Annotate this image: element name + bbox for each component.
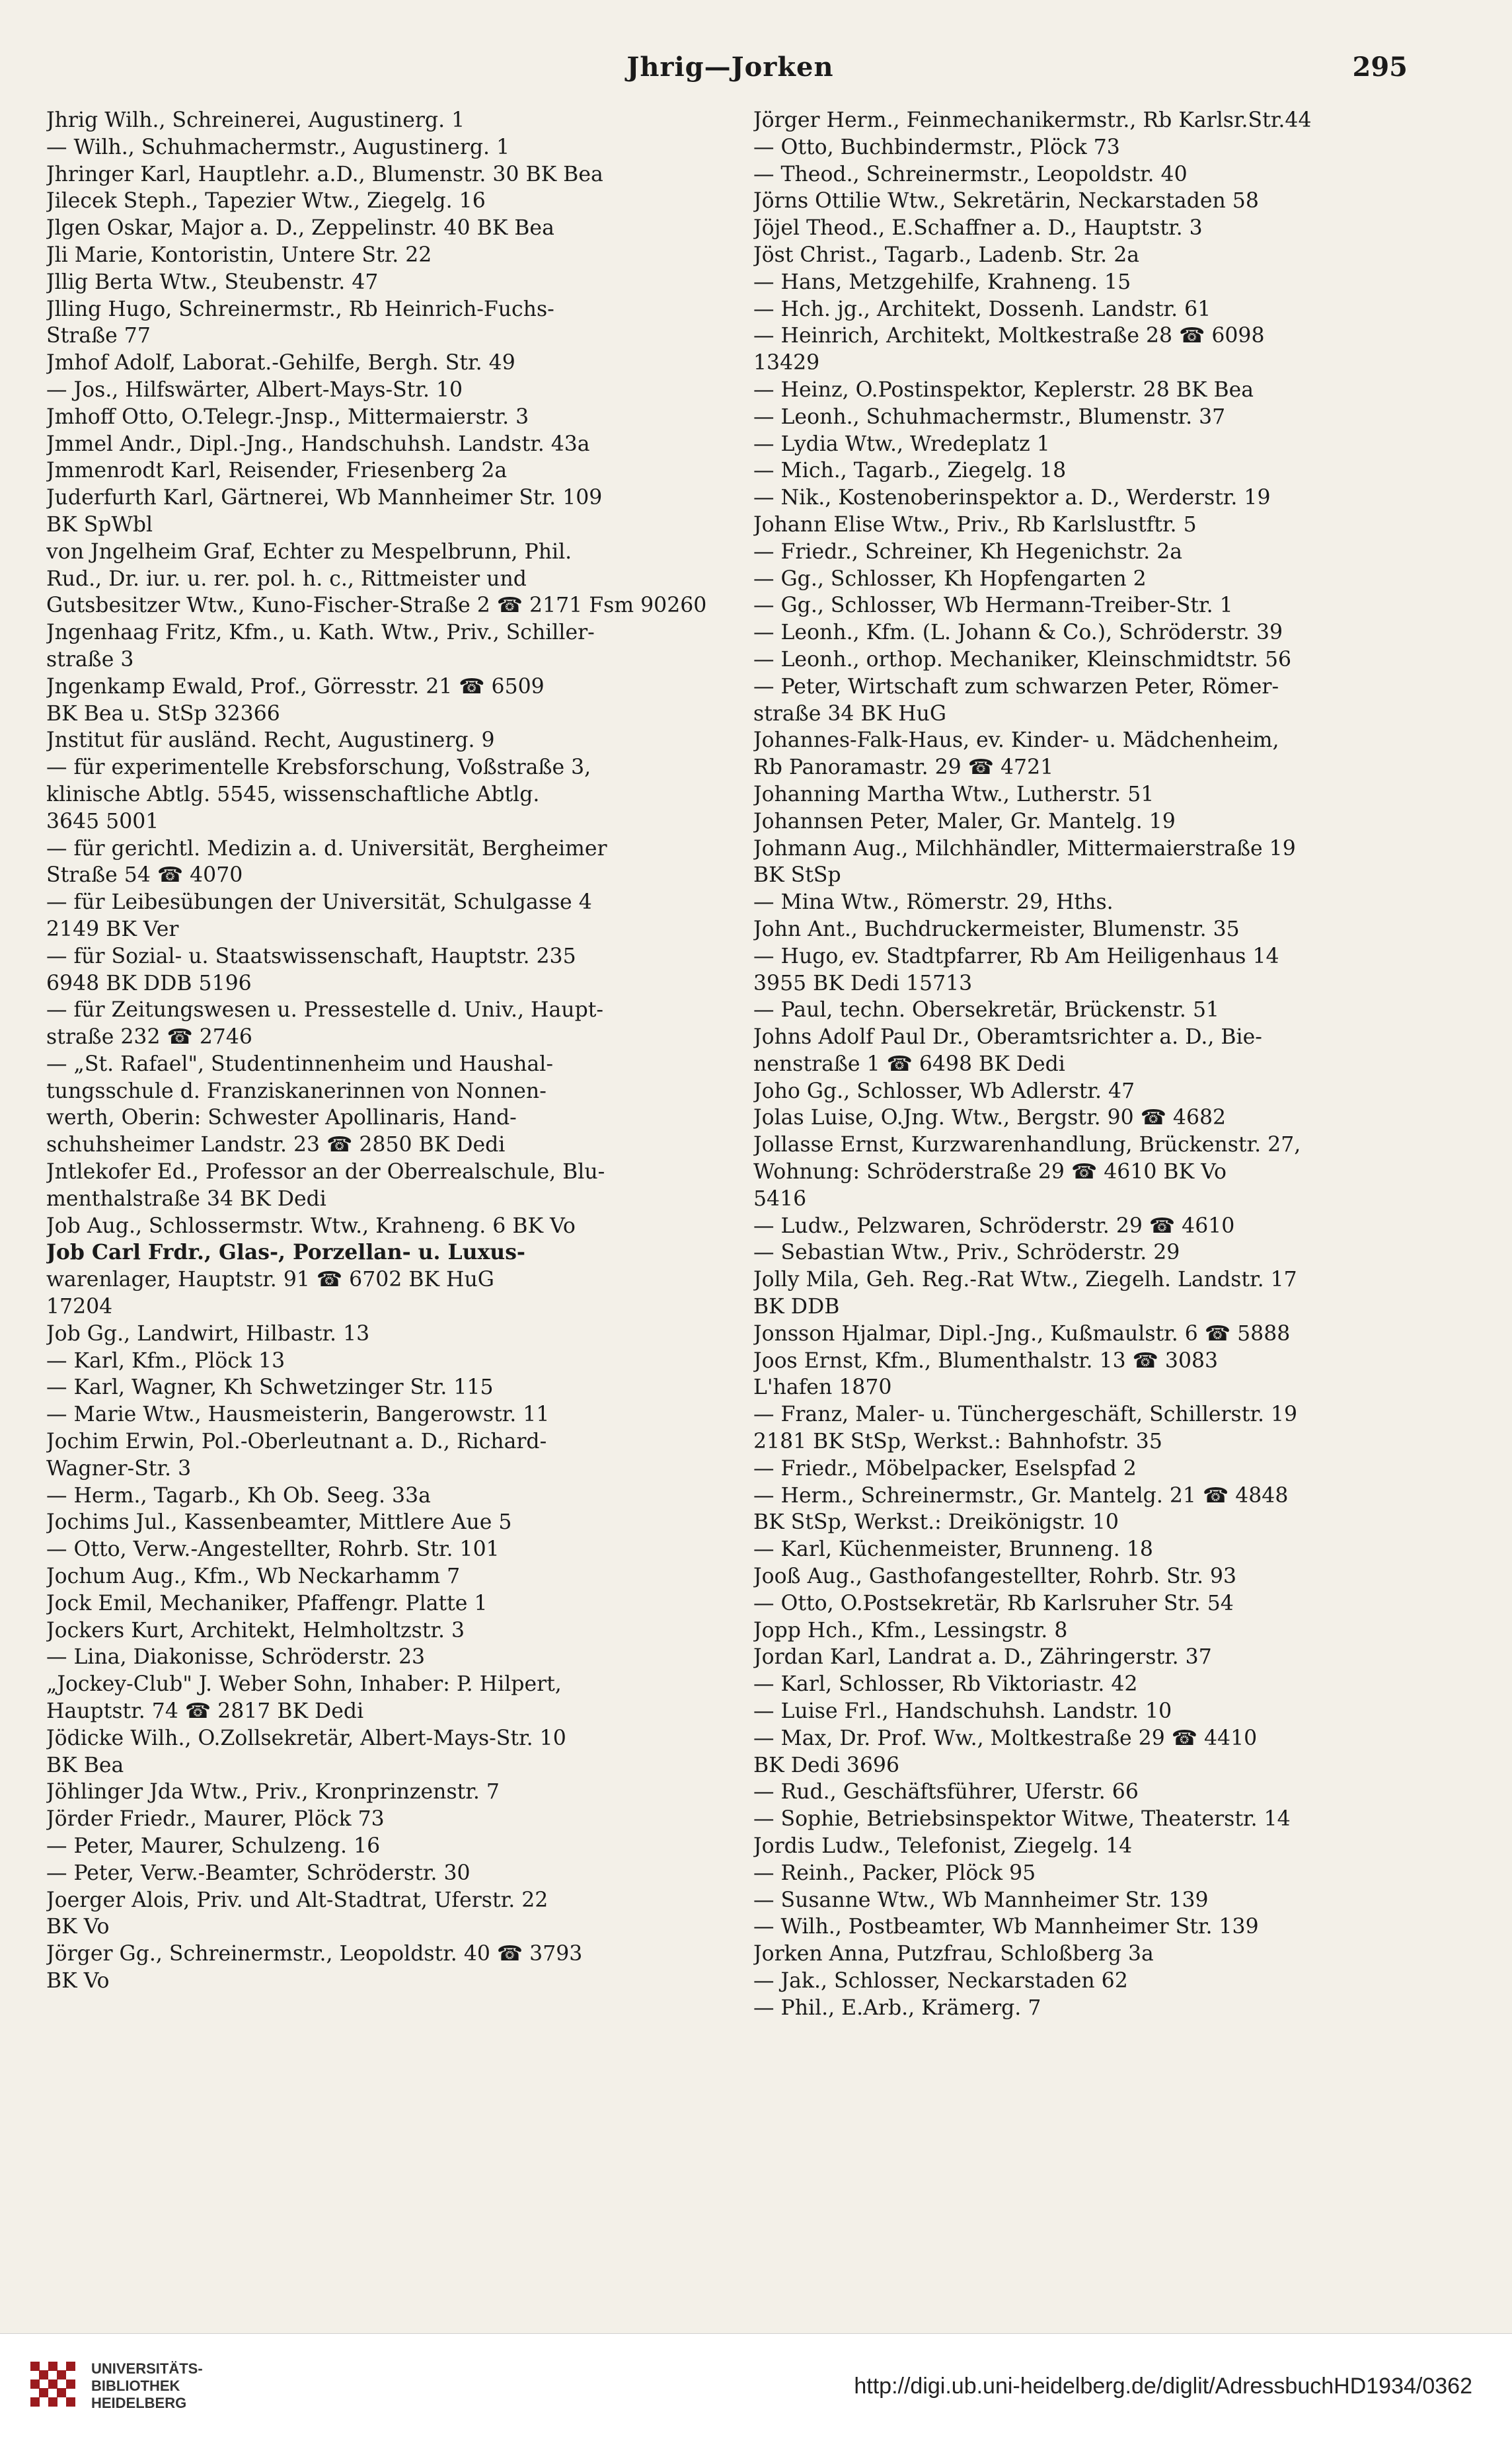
directory-entry: Johannsen Peter, Maler, Gr. Mantelg. 19 xyxy=(753,809,1176,833)
directory-entry: Jörns Ottilie Wtw., Sekretärin, Neckarstaden 58 xyxy=(753,189,1259,213)
directory-entry: BK StSp, Werkst.: Dreikönigstr. 10 xyxy=(753,1510,1119,1535)
directory-entry: — Sophie, Betriebsinspektor Witwe, Theaterstr. 14 xyxy=(753,1807,1291,1832)
directory-entry: Job Gg., Landwirt, Hilbastr. 13 xyxy=(46,1321,370,1346)
directory-entry: — für experimentelle Krebsforschung, Voßstraße 3, xyxy=(46,755,591,780)
library-name-line: UNIVERSITÄTS- xyxy=(91,2360,203,2377)
directory-entry: Jngenhaag Fritz, Kfm., u. Kath. Wtw., Priv., Schiller- xyxy=(46,621,595,645)
directory-entry: 2149 BK Ver xyxy=(46,917,179,941)
directory-entry: — Gg., Schlosser, Wb Hermann-Treiber-Str. 1 xyxy=(753,594,1233,618)
page-number: 295 xyxy=(1352,52,1408,83)
directory-entry: BK Vo xyxy=(46,1915,110,1939)
directory-entry: — Leonh., orthop. Mechaniker, Kleinschmidtstr. 56 xyxy=(753,647,1292,672)
directory-entry: John Ant., Buchdruckermeister, Blumenstr. 35 xyxy=(753,917,1240,941)
directory-entry: — Otto, Buchbindermstr., Plöck 73 xyxy=(753,135,1120,159)
directory-entry: 5416 xyxy=(753,1186,807,1211)
directory-entry: — „St. Rafael", Studentinnenheim und Haushal- xyxy=(46,1052,553,1076)
directory-entry: BK DDB xyxy=(753,1295,840,1319)
directory-entry: Juderfurth Karl, Gärtnerei, Wb Mannheimer Str. 109 xyxy=(46,486,603,510)
directory-entry: 2181 BK StSp, Werkst.: Bahnhofstr. 35 xyxy=(753,1430,1162,1454)
directory-entry: BK Dedi 3696 xyxy=(753,1753,900,1777)
directory-entry: — Herm., Tagarb., Kh Ob. Seeg. 33a xyxy=(46,1483,431,1508)
directory-entry: 17204 xyxy=(46,1295,113,1319)
directory-entry: — Phil., E.Arb., Krämerg. 7 xyxy=(753,1995,1041,2020)
directory-entry: Jockers Kurt, Architekt, Helmholtzstr. 3 xyxy=(46,1618,465,1643)
directory-entry: — Luise Frl., Handschuhsh. Landstr. 10 xyxy=(753,1699,1172,1724)
directory-entry: L'hafen 1870 xyxy=(753,1375,892,1400)
directory-entry: BK Bea u. StSp 32366 xyxy=(46,701,280,726)
library-name-line: HEIDELBERG xyxy=(91,2395,187,2411)
directory-entry: — Friedr., Möbelpacker, Eselspfad 2 xyxy=(753,1456,1137,1481)
directory-entry: — Peter, Maurer, Schulzeng. 16 xyxy=(46,1834,381,1858)
directory-entry: — Karl, Wagner, Kh Schwetzinger Str. 115 xyxy=(46,1375,494,1400)
directory-entry: — Karl, Küchenmeister, Brunneng. 18 xyxy=(753,1537,1153,1562)
directory-entry: Hauptstr. 74 ☎ 2817 BK Dedi xyxy=(46,1699,364,1724)
directory-entry: Wohnung: Schröderstraße 29 ☎ 4610 BK Vo xyxy=(753,1160,1227,1184)
directory-entry: 6948 BK DDB 5196 xyxy=(46,971,252,995)
directory-entry: Jntlekofer Ed., Professor an der Oberrealschule, Blu- xyxy=(46,1160,605,1184)
directory-entry: Jhringer Karl, Hauptlehr. a.D., Blumenstr. 30 BK Bea xyxy=(46,162,603,186)
source-url-link[interactable]: http://digi.ub.uni-heidelberg.de/diglit/AdressbuchHD1934/0362 xyxy=(854,2374,1472,2399)
directory-entry: Johanning Martha Wtw., Lutherstr. 51 xyxy=(753,782,1154,806)
directory-entry: Jolas Luise, O.Jng. Wtw., Bergstr. 90 ☎ 4682 xyxy=(753,1106,1227,1130)
directory-entry: Jödicke Wilh., O.Zollsekretär, Albert-Mays-Str. 10 xyxy=(46,1726,566,1750)
directory-entry: — Wilh., Schuhmachermstr., Augustinerg. 1 xyxy=(46,135,510,159)
directory-entry: Jilecek Steph., Tapezier Wtw., Ziegelg. 16 xyxy=(46,189,486,213)
directory-entry: BK Bea xyxy=(46,1753,124,1777)
directory-entry: — Heinrich, Architekt, Moltkestraße 28 ☎ 6098 xyxy=(753,324,1265,348)
directory-entry: — Mich., Tagarb., Ziegelg. 18 xyxy=(753,459,1067,483)
page-header xyxy=(53,52,1408,91)
directory-entry: straße 232 ☎ 2746 xyxy=(46,1025,252,1050)
directory-entry: — Wilh., Postbeamter, Wb Mannheimer Str. 139 xyxy=(753,1915,1259,1939)
directory-entry: — Hans, Metzgehilfe, Krahneng. 15 xyxy=(753,270,1131,294)
directory-entry: — Marie Wtw., Hausmeisterin, Bangerowstr. 11 xyxy=(46,1403,550,1427)
directory-entry: Jlgen Oskar, Major a. D., Zeppelinstr. 40 BK Bea xyxy=(46,216,554,241)
directory-entry: Job Aug., Schlossermstr. Wtw., Krahneng. 6 BK Vo xyxy=(46,1214,576,1238)
directory-entry: 3955 BK Dedi 15713 xyxy=(753,971,973,995)
directory-entry: Jordan Karl, Landrat a. D., Zähringerstr. 37 xyxy=(753,1645,1212,1670)
directory-entry: — Susanne Wtw., Wb Mannheimer Str. 139 xyxy=(753,1888,1209,1912)
directory-entry: Johmann Aug., Milchhändler, Mittermaierstraße 19 xyxy=(753,836,1296,861)
directory-entry: Jhrig Wilh., Schreinerei, Augustinerg. 1 xyxy=(46,108,465,132)
left-column xyxy=(46,107,734,1995)
directory-entry: — Hugo, ev. Stadtpfarrer, Rb Am Heiligenhaus 14 xyxy=(753,944,1279,968)
directory-entry: Jochim Erwin, Pol.-Oberleutnant a. D., Richard- xyxy=(46,1430,547,1454)
directory-entry: — Jos., Hilfswärter, Albert-Mays-Str. 10 xyxy=(46,377,463,402)
directory-entry: — für Leibesübungen der Universität, Schulgasse 4 xyxy=(46,890,592,915)
directory-entry: — Heinz, O.Postinspektor, Keplerstr. 28 BK Bea xyxy=(753,377,1254,402)
directory-entry: werth, Oberin: Schwester Apollinaris, Hand- xyxy=(46,1106,517,1130)
directory-entry: — Sebastian Wtw., Priv., Schröderstr. 29 xyxy=(753,1241,1180,1265)
directory-entry: — Hch. jg., Architekt, Dossenh. Landstr. 61 xyxy=(753,297,1211,321)
directory-entry: Jopp Hch., Kfm., Lessingstr. 8 xyxy=(753,1618,1068,1643)
directory-entry: schuhsheimer Landstr. 23 ☎ 2850 BK Dedi xyxy=(46,1133,506,1157)
directory-entry: — Theod., Schreinermstr., Leopoldstr. 40 xyxy=(753,162,1188,186)
directory-entry: Jollasse Ernst, Kurzwarenhandlung, Brückenstr. 27, xyxy=(753,1133,1301,1157)
directory-entry: nenstraße 1 ☎ 6498 BK Dedi xyxy=(753,1052,1065,1076)
directory-entry: Jmmel Andr., Dipl.-Jng., Handschuhsh. Landstr. 43a xyxy=(46,432,590,456)
directory-entry: Jordis Ludw., Telefonist, Ziegelg. 14 xyxy=(753,1834,1133,1858)
directory-entry: 3645 5001 xyxy=(46,809,159,833)
directory-entry: Joos Ernst, Kfm., Blumenthalstr. 13 ☎ 3083 xyxy=(753,1348,1219,1373)
directory-entry: Rud., Dr. iur. u. rer. pol. h. c., Rittmeister und xyxy=(46,566,527,591)
right-column xyxy=(753,107,1434,2022)
directory-entry: Jmmenrodt Karl, Reisender, Friesenberg 2a xyxy=(46,459,508,483)
directory-entry: Straße 77 xyxy=(46,324,151,348)
directory-entry: Jli Marie, Kontoristin, Untere Str. 22 xyxy=(46,243,432,267)
directory-entry: — Jak., Schlosser, Neckarstaden 62 xyxy=(753,1968,1128,1993)
directory-entry: — Gg., Schlosser, Kh Hopfengarten 2 xyxy=(753,566,1147,591)
directory-entry: — Mina Wtw., Römerstr. 29, Hths. xyxy=(753,890,1114,915)
directory-entry: — für Zeitungswesen u. Pressestelle d. Univ., Haupt- xyxy=(46,998,604,1023)
directory-entry: Straße 54 ☎ 4070 xyxy=(46,863,243,888)
directory-entry: Jnstitut für ausländ. Recht, Augustinerg. 9 xyxy=(46,728,495,753)
directory-entry: Johannes-Falk-Haus, ev. Kinder- u. Mädchenheim, xyxy=(753,728,1279,753)
directory-entry: Jllig Berta Wtw., Steubenstr. 47 xyxy=(46,270,379,294)
directory-entry: — Lydia Wtw., Wredeplatz 1 xyxy=(753,432,1050,456)
directory-entry: Jlling Hugo, Schreinermstr., Rb Heinrich-Fuchs- xyxy=(46,297,554,321)
directory-entry: — Herm., Schreinermstr., Gr. Mantelg. 21 ☎ 4848 xyxy=(753,1483,1289,1508)
directory-entry: Jöhlinger Jda Wtw., Priv., Kronprinzenstr. 7 xyxy=(46,1780,500,1804)
directory-entry: — Peter, Verw.-Beamter, Schröderstr. 30 xyxy=(46,1861,471,1885)
directory-entry: BK Vo xyxy=(46,1968,110,1993)
directory-entry: — Paul, techn. Obersekretär, Brückenstr. 51 xyxy=(753,998,1220,1023)
directory-entry: Jöst Christ., Tagarb., Ladenb. Str. 2a xyxy=(753,243,1140,267)
library-name xyxy=(91,2360,203,2412)
directory-entry: — Ludw., Pelzwaren, Schröderstr. 29 ☎ 4610 xyxy=(753,1214,1235,1238)
directory-entry: — Friedr., Schreiner, Kh Hegenichstr. 2a xyxy=(753,539,1183,564)
library-name-line: BIBLIOTHEK xyxy=(91,2378,180,2394)
directory-entry: Wagner-Str. 3 xyxy=(46,1456,192,1481)
directory-entry: tungsschule d. Franziskanerinnen von Nonnen- xyxy=(46,1079,547,1103)
directory-entry: Jock Emil, Mechaniker, Pfaffengr. Platte 1 xyxy=(46,1591,488,1615)
directory-entry: Jörger Herm., Feinmechanikermstr., Rb Karlsr.Str.44 xyxy=(753,108,1312,132)
directory-entry: menthalstraße 34 BK Dedi xyxy=(46,1186,326,1211)
directory-entry: Jooß Aug., Gasthofangestellter, Rohrb. Str. 93 xyxy=(753,1565,1237,1589)
directory-entry: — Lina, Diakonisse, Schröderstr. 23 xyxy=(46,1645,426,1670)
directory-entry: — Rud., Geschäftsführer, Uferstr. 66 xyxy=(753,1780,1139,1804)
directory-entry: Jöjel Theod., E.Schaffner a. D., Hauptstr. 3 xyxy=(753,216,1203,241)
directory-entry: — Leonh., Kfm. (L. Johann & Co.), Schröderstr. 39 xyxy=(753,621,1283,645)
directory-entry: Joerger Alois, Priv. und Alt-Stadtrat, Uferstr. 22 xyxy=(46,1888,548,1912)
directory-entry: straße 3 xyxy=(46,647,134,672)
directory-entry: Jörger Gg., Schreinermstr., Leopoldstr. 40 ☎ 3793 xyxy=(46,1942,583,1966)
directory-entry: — für gerichtl. Medizin a. d. Universität, Bergheimer xyxy=(46,836,607,861)
directory-entry: Rb Panoramastr. 29 ☎ 4721 xyxy=(753,755,1054,780)
directory-entry: Jochum Aug., Kfm., Wb Neckarhamm 7 xyxy=(46,1565,461,1589)
directory-entry: — Otto, O.Postsekretär, Rb Karlsruher Str. 54 xyxy=(753,1591,1234,1615)
page-title: Jhrig—Jorken xyxy=(626,52,834,83)
directory-entry: — Max, Dr. Prof. Ww., Moltkestraße 29 ☎ 4410 xyxy=(753,1726,1258,1750)
directory-entry: Joho Gg., Schlosser, Wb Adlerstr. 47 xyxy=(753,1079,1135,1103)
directory-entry: Jolly Mila, Geh. Reg.-Rat Wtw., Ziegelh. Landstr. 17 xyxy=(753,1268,1297,1292)
library-logo-icon xyxy=(26,2358,79,2411)
directory-entry: — Peter, Wirtschaft zum schwarzen Peter, Römer- xyxy=(753,674,1279,699)
directory-entry: klinische Abtlg. 5545, wissenschaftliche Abtlg. xyxy=(46,782,540,806)
directory-entry: Johns Adolf Paul Dr., Oberamtsrichter a. D., Bie- xyxy=(753,1025,1262,1050)
directory-entry: — Nik., Kostenoberinspektor a. D., Werderstr. 19 xyxy=(753,486,1271,510)
directory-entry: Johann Elise Wtw., Priv., Rb Karlslustftr. 5 xyxy=(753,512,1197,537)
directory-entry: — Karl, Kfm., Plöck 13 xyxy=(46,1348,285,1373)
footer xyxy=(0,2333,1512,2437)
directory-entry: — für Sozial- u. Staatswissenschaft, Hauptstr. 235 xyxy=(46,944,576,968)
directory-entry: — Karl, Schlosser, Rb Viktoriastr. 42 xyxy=(753,1672,1138,1697)
directory-entry: 13429 xyxy=(753,351,820,375)
directory-entry: Jmhoff Otto, O.Telegr.-Jnsp., Mittermaierstr. 3 xyxy=(46,405,529,429)
directory-entry: straße 34 BK HuG xyxy=(753,701,947,726)
directory-entry: Jörder Friedr., Maurer, Plöck 73 xyxy=(46,1807,385,1832)
directory-entry: von Jngelheim Graf, Echter zu Mespelbrunn, Phil. xyxy=(46,539,572,564)
directory-entry: Jmhof Adolf, Laborat.-Gehilfe, Bergh. Str. 49 xyxy=(46,351,515,375)
directory-entry: warenlager, Hauptstr. 91 ☎ 6702 BK HuG xyxy=(46,1268,494,1292)
directory-entry: Jorken Anna, Putzfrau, Schloßberg 3a xyxy=(753,1942,1154,1966)
directory-entry: Jochims Jul., Kassenbeamter, Mittlere Aue 5 xyxy=(46,1510,512,1535)
directory-entry: BK SpWbl xyxy=(46,512,153,537)
directory-entry: „Jockey-Club" J. Weber Sohn, Inhaber: P. Hilpert, xyxy=(46,1672,562,1697)
directory-entry: BK StSp xyxy=(753,863,841,888)
directory-entry: — Otto, Verw.-Angestellter, Rohrb. Str. 101 xyxy=(46,1537,500,1562)
directory-entry: — Franz, Maler- u. Tünchergeschäft, Schillerstr. 19 xyxy=(753,1403,1298,1427)
directory-entry: Gutsbesitzer Wtw., Kuno-Fischer-Straße 2 ☎ 2171 Fsm 90260 xyxy=(46,594,707,618)
directory-entry: — Leonh., Schuhmachermstr., Blumenstr. 37 xyxy=(753,405,1226,429)
directory-entry: Jngenkamp Ewald, Prof., Görresstr. 21 ☎ 6509 xyxy=(46,674,545,699)
directory-entry: Job Carl Frdr., Glas-, Porzellan- u. Luxus- xyxy=(46,1240,526,1265)
directory-entry: Jonsson Hjalmar, Dipl.-Jng., Kußmaulstr. 6 ☎ 5888 xyxy=(753,1321,1291,1346)
directory-entry: — Reinh., Packer, Plöck 95 xyxy=(753,1861,1036,1885)
